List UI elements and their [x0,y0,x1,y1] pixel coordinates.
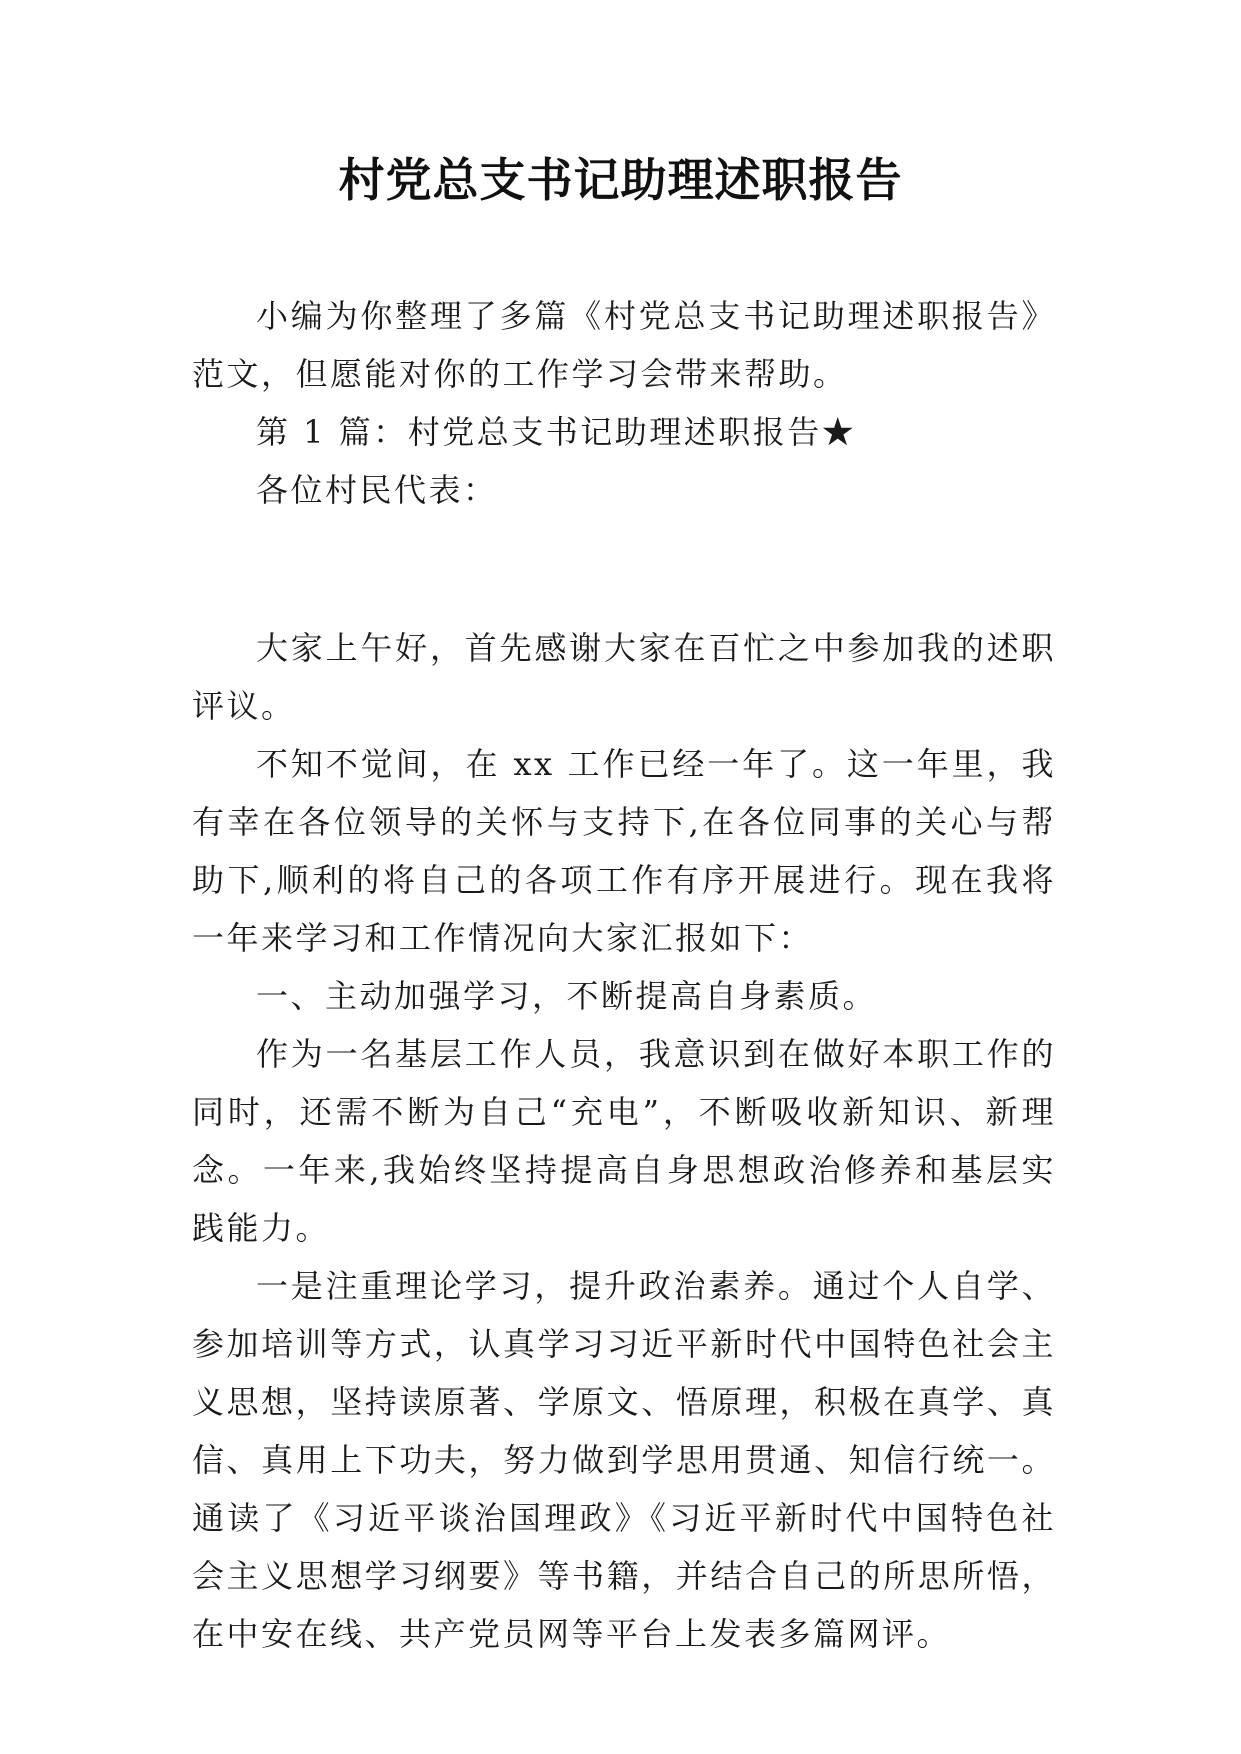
intro-paragraph: 小编为你整理了多篇《村党总支书记助理述职报告》范文，但愿能对你的工作学习会带来帮助。 [192,297,1056,393]
document-title: 村党总支书记助理述职报告 [338,153,903,207]
section-heading: 第 1 篇：村党总支书记助理述职报告★ [256,413,857,451]
document-body [192,287,1056,1663]
salutation: 各位村民代表： [256,471,498,509]
greeting-paragraph: 大家上午好，首先感谢大家在百忙之中参加我的述职评议。 [192,629,1056,725]
learning-paragraph: 作为一名基层工作人员，我意识到在做好本职工作的同时，还需不断为自己“充电”，不断吸收新知识、新理念。一年来,我始终坚持提高自身思想政治修养和基层实践能力。 [192,1035,1056,1247]
subheading-one: 一、主动加强学习，不断提高自身素质。 [256,977,878,1015]
paragraph-gap [192,519,1056,619]
theory-paragraph: 一是注重理论学习，提升政治素养。通过个人自学、参加培训等方式，认真学习习近平新时代中国特色社会主义思想，坚持读原著、学原文、悟原理，积极在真学、真信、真用上下功夫，努力做到学思用贯通、知信行统一。通读了《习近平谈治国理政》《习近平新时代中国特色社会主义思想学习纲要》等书籍，并结合自己的所思所悟，在中安在线、共产党员网等平台上发表多篇网评。 [192,1267,1056,1653]
overview-paragraph: 不知不觉间，在 xx 工作已经一年了。这一年里，我有幸在各位领导的关怀与支持下,在各位同事的关心与帮助下,顺利的将自己的各项工作有序开展进行。现在我将一年来学习和工作情况向大家汇报如下： [192,745,1056,957]
